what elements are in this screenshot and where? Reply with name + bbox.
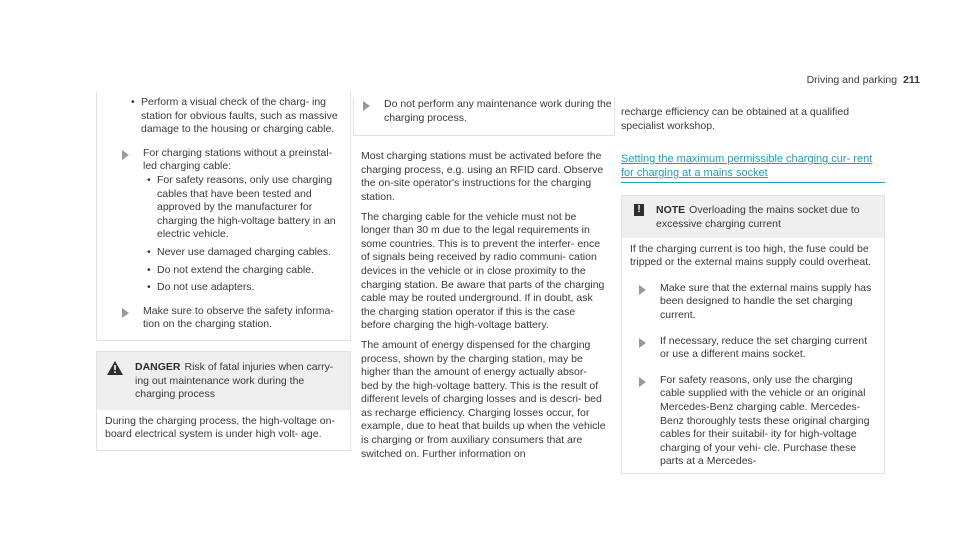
- note-header: [622, 196, 884, 237]
- instruction-step: [113, 147, 340, 295]
- danger-title: Risk of fatal injuries when carry‐ ing out maintenance work during the charging process: [135, 360, 334, 401]
- step-text: If necessary, reduce the set charging current or use a different mains socket.: [660, 334, 867, 361]
- instruction-step: [113, 305, 340, 332]
- paragraph: The charging cable for the vehicle must not be longer than 30 m due to the legal requirements in some countries. This is to prevent the interfer‐ ence of signals being received by radio communi‐ cation devices in the vehicle or in close proximity to the charging station. Be aware that parts of the charging cable may be routed underground. If in doubt, ask the charging station operator if this is the case before charging the high-voltage battery.: [361, 210, 605, 332]
- step-arrow-icon: [639, 285, 646, 295]
- step-arrow-icon: [363, 101, 370, 111]
- paragraph: If the charging current is too high, the fuse could be tripped or the external mains supply could overheat.: [630, 242, 872, 269]
- danger-header: [97, 352, 350, 410]
- danger-box: [96, 351, 351, 451]
- safety-panel: [96, 92, 351, 341]
- list-item: • Do not extend the charging cable.: [143, 264, 340, 278]
- step-arrow-icon: [122, 308, 129, 318]
- column-left: [96, 92, 351, 451]
- list-item: • Never use damaged charging cables.: [143, 246, 340, 260]
- list-item: • Perform a visual check of the charg‐ ing station for obvious faults, such as massive damage to the housing or charging cable.: [127, 96, 340, 137]
- running-header: [807, 74, 920, 88]
- step-text: For safety reasons, only use the charging cable supplied with the vehicle or an original Mercedes-Benz charging cable. Mercedes-Benz thoroughly tests these original charging cables for their suitabil‐ ity for high-voltage charging of your vehi‐ cle. Purchase these parts at a Mercedes-: [660, 373, 870, 468]
- header-section: Driving and parking: [806, 74, 898, 86]
- step-text: Make sure to observe the safety informa‐ tion on the charging station.: [143, 304, 334, 331]
- list-item: • Do not use adapters.: [143, 281, 340, 295]
- danger-label: DANGER: [135, 360, 181, 373]
- danger-body: During the charging process, the high-voltage on-board electrical system is under high volt‐ age.: [105, 414, 335, 441]
- step-arrow-icon: [639, 338, 646, 348]
- page-number: 211: [903, 74, 920, 86]
- step-text: For charging stations without a preinstal‐ led charging cable:: [143, 146, 333, 173]
- column-middle: [353, 92, 615, 461]
- warning-triangle-icon: [107, 361, 123, 375]
- step-text: Do not perform any maintenance work during the charging process.: [384, 98, 612, 124]
- note-body: [622, 238, 884, 473]
- note-label: NOTE: [656, 204, 686, 217]
- note-box: [621, 195, 885, 474]
- instruction-step: [630, 282, 876, 323]
- paragraph: Most charging stations must be activated before the charging process, e.g. using an RFID card. Observe the on-site operator's instructions for the charging station.: [361, 150, 604, 203]
- list-item: • For safety reasons, only use charging cables that have been tested and approved by the manufacturer for charging the high-voltage battery in an electric vehicle.: [143, 174, 340, 242]
- instruction-step: [630, 335, 876, 362]
- step-text: Make sure that the external mains supply has been designed to handle the set charging current.: [660, 281, 872, 321]
- maintenance-panel: [353, 98, 615, 136]
- sub-list: [143, 174, 340, 295]
- instruction-step: [630, 374, 876, 469]
- note-title: Overloading the mains socket due to excessive charging current: [656, 204, 860, 230]
- exclamation-icon: !: [634, 204, 644, 216]
- paragraph: recharge efficiency can be obtained at a qualified specialist workshop.: [621, 106, 850, 132]
- section-heading: Setting the maximum permissible charging cur‐ rent for charging at a mains socket: [621, 153, 885, 183]
- instruction-step: [354, 98, 614, 135]
- step-arrow-icon: [639, 377, 646, 387]
- body-text: [353, 150, 615, 461]
- column-right: [621, 92, 885, 474]
- paragraph: The amount of energy dispensed for the charging process, shown by the charging station, may be higher than the amount of energy actually absor‐ bed by the high-voltage battery. This is the result of different levels of charging losses and is descri‐ bed as recharge efficiency. Charging losses occur, for example, due to heat that builds up when the vehicle is charging or from auxiliary consumers that are switched on. Further information on: [361, 338, 606, 460]
- step-arrow-icon: [122, 150, 129, 160]
